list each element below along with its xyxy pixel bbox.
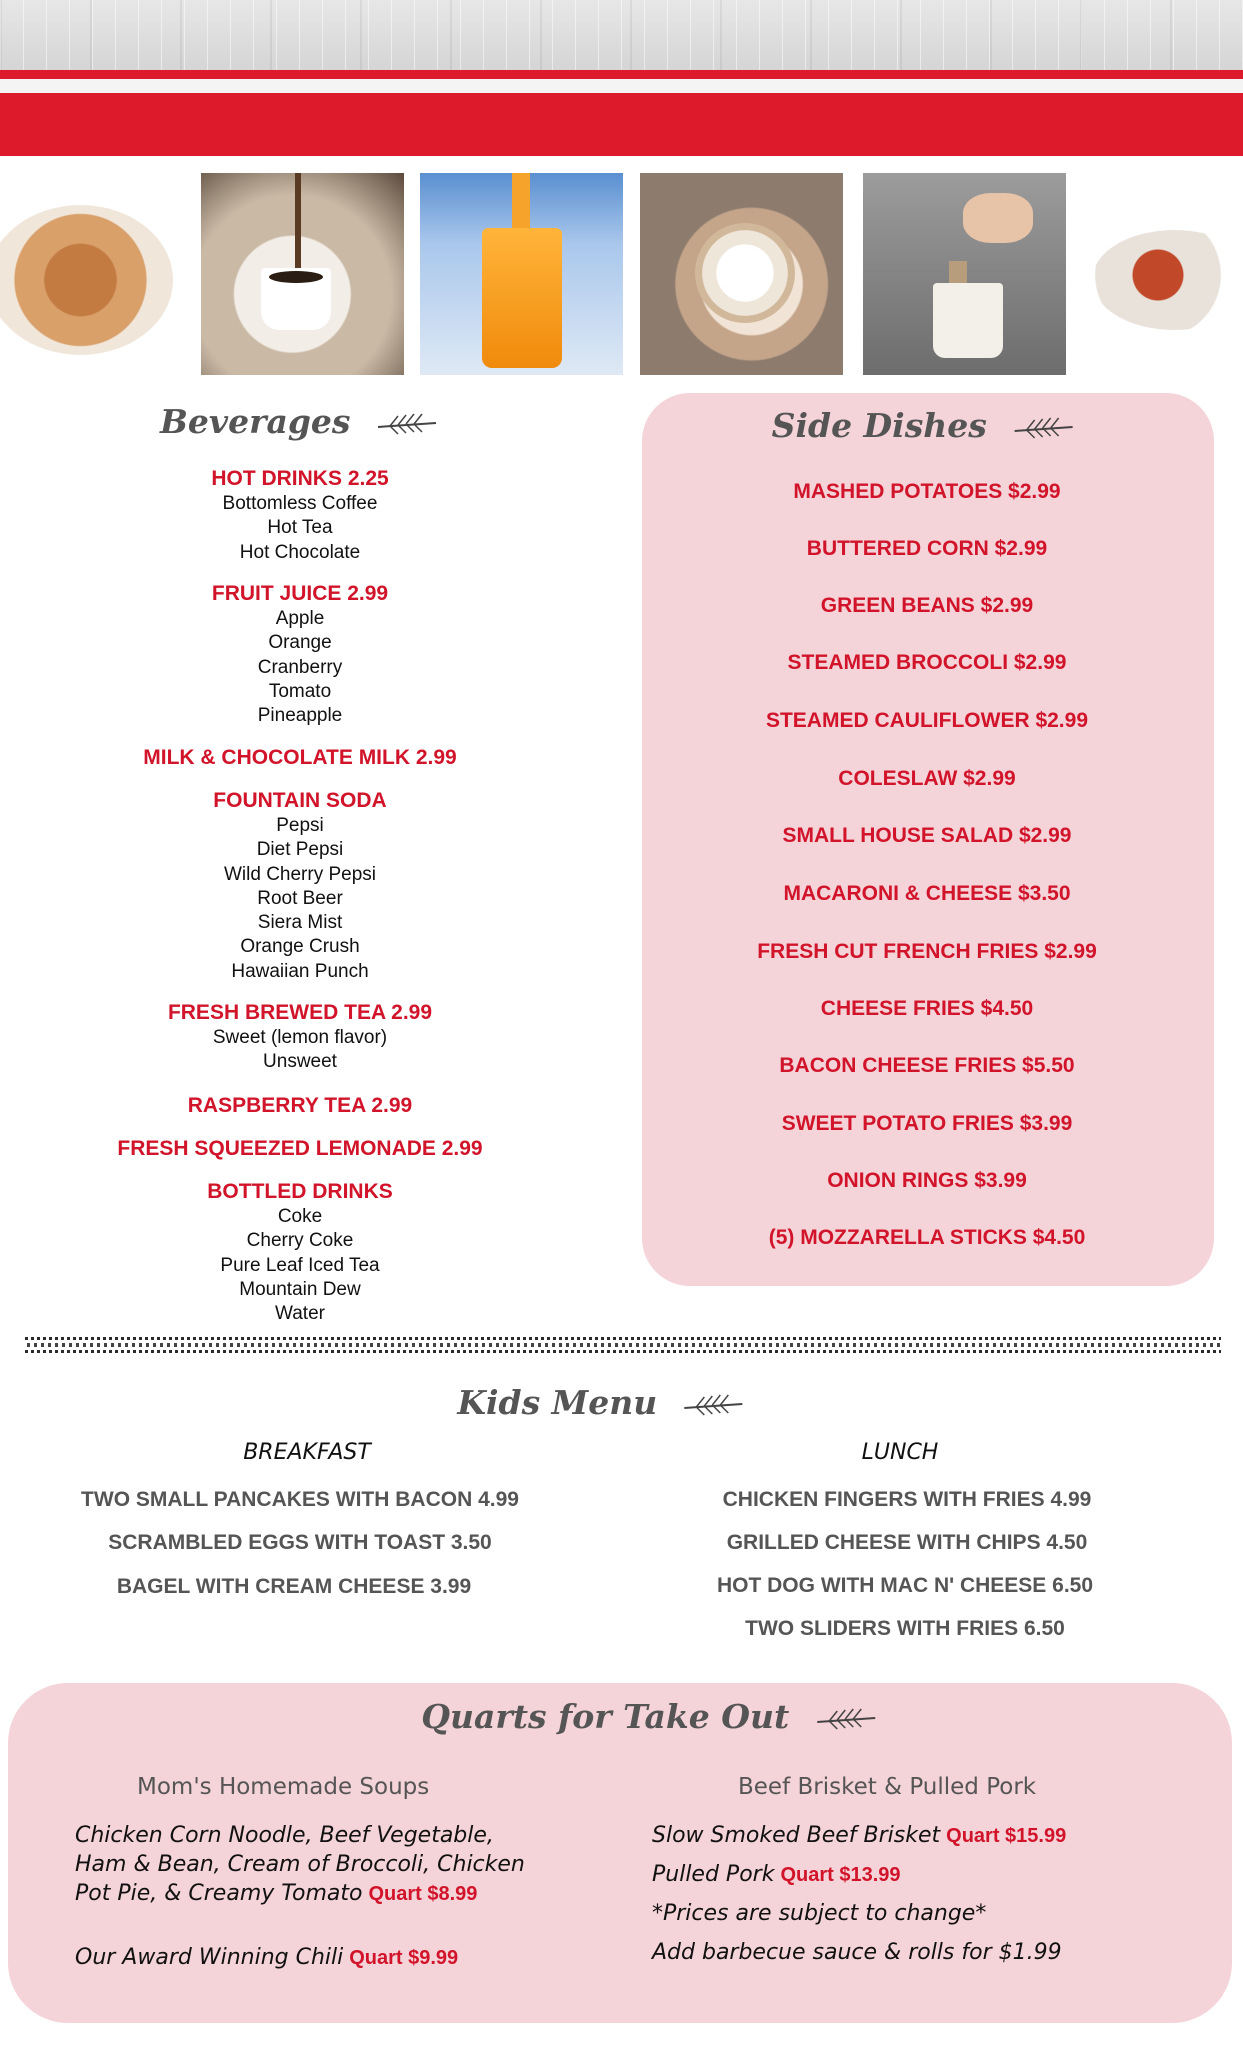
soups-quart-price: Quart $8.99: [368, 1883, 478, 1905]
photo-coffee-cup: [201, 173, 404, 375]
side-dish-item: SMALL HOUSE SALAD $2.99: [782, 824, 1072, 847]
beverage-group-title: FRESH SQUEEZED LEMONADE 2.99: [117, 1137, 483, 1160]
side-dish-item: GREEN BEANS $2.99: [820, 594, 1034, 617]
beverage-item: Hot Chocolate: [239, 541, 361, 563]
beverage-item: Pepsi: [276, 815, 324, 836]
side-dish-item: MACARONI & CHEESE $3.50: [783, 882, 1071, 905]
beverages-heading: Beverages: [160, 402, 440, 441]
beverage-item: Tomato: [268, 680, 332, 702]
beverage-group-title: FRUIT JUICE 2.99: [211, 582, 389, 605]
pork-label: Pulled Pork: [652, 1862, 775, 1887]
beverage-item: Unsweet: [263, 1051, 337, 1073]
soups-list-line: Chicken Corn Noodle, Beef Vegetable,: [75, 1823, 494, 1848]
side-dish-item: MASHED POTATOES $2.99: [793, 480, 1061, 503]
beverage-item: Sweet (lemon flavor): [212, 1027, 388, 1048]
side-dish-item: ONION RINGS $3.99: [827, 1169, 1027, 1192]
photo-hot-chocolate: [640, 173, 843, 375]
beverage-group-raspberry-tea: [70, 1093, 530, 1119]
beverage-item: Wild Cherry Pepsi: [223, 863, 377, 885]
chili-line: [75, 1943, 458, 1973]
wood-header-texture: [0, 0, 1243, 70]
beverage-group-title: HOT DRINKS 2.25: [211, 467, 389, 490]
brisket-label: Slow Smoked Beef Brisket: [652, 1823, 941, 1848]
header-white-gap: [0, 79, 1243, 93]
beverage-item: Mountain Dew: [239, 1278, 361, 1300]
sprig-icon: [376, 409, 440, 439]
beverage-group-hot-drinks: [70, 466, 530, 565]
quarts-heading: Quarts for Take Out: [421, 1697, 879, 1736]
side-dish-item: CHEESE FRIES $4.50: [820, 997, 1034, 1020]
beverage-item: Coke: [277, 1206, 323, 1227]
kids-breakfast-item: BAGEL WITH CREAM CHEESE 3.99: [116, 1575, 472, 1598]
beverage-group-lemonade: [70, 1136, 530, 1162]
side-dish-item: STEAMED CAULIFLOWER $2.99: [765, 709, 1089, 732]
beverage-group-title: MILK & CHOCOLATE MILK 2.99: [143, 746, 457, 769]
beverage-item: Siera Mist: [257, 912, 343, 934]
soups-title: Mom's Homemade Soups: [137, 1774, 430, 1800]
kids-breakfast-title: BREAKFAST: [243, 1440, 371, 1465]
beverage-group-title: FOUNTAIN SODA: [213, 789, 387, 812]
beverage-item: Hawaiian Punch: [231, 960, 369, 982]
side-dish-item: BUTTERED CORN $2.99: [806, 537, 1048, 560]
side-dish-item: BACON CHEESE FRIES $5.50: [779, 1054, 1075, 1077]
kids-lunch-title: LUNCH: [861, 1440, 939, 1465]
photo-dessert-plate: [1092, 230, 1243, 330]
chili-label: Our Award Winning Chili: [75, 1945, 344, 1970]
beverage-group-title: RASPBERRY TEA 2.99: [187, 1094, 413, 1117]
side-dish-item: (5) MOZZARELLA STICKS $4.50: [768, 1226, 1086, 1249]
sprig-icon: [1012, 413, 1076, 443]
addon-note: Add barbecue sauce & rolls for $1.99: [652, 1940, 1062, 1965]
bbq-title: Beef Brisket & Pulled Pork: [738, 1774, 1037, 1800]
header-red-band: [0, 93, 1243, 156]
soups-list-line-with-price: [75, 1879, 477, 1909]
beverage-item: Hot Tea: [267, 517, 333, 539]
section-divider: [25, 1337, 1221, 1353]
kids-lunch-item: HOT DOG WITH MAC N' CHEESE 6.50: [716, 1574, 1094, 1597]
beverage-group-title: FRESH BREWED TEA 2.99: [167, 1001, 433, 1024]
kids-menu-heading: Kids Menu: [457, 1383, 746, 1422]
kids-lunch-item: TWO SLIDERS WITH FRIES 6.50: [745, 1617, 1065, 1640]
beverage-item: Diet Pepsi: [256, 839, 344, 861]
beverage-item: Cranberry: [257, 656, 343, 678]
photo-fried-onion-plate: [0, 205, 173, 355]
beverage-item: Pure Leaf Iced Tea: [220, 1254, 380, 1276]
sprig-icon: [683, 1390, 747, 1420]
brisket-quart-price: Quart $15.99: [946, 1825, 1067, 1847]
beverage-group-fountain-soda: [70, 788, 530, 984]
photo-hot-tea: [863, 173, 1066, 375]
side-dish-item: SWEET POTATO FRIES $3.99: [781, 1112, 1073, 1135]
beverage-group-title: BOTTLED DRINKS: [207, 1180, 393, 1203]
beverage-item: Pineapple: [257, 705, 343, 727]
kids-breakfast-item: SCRAMBLED EGGS WITH TOAST 3.50: [108, 1531, 492, 1554]
beverage-item: Bottomless Coffee: [222, 493, 378, 514]
beverage-item: Cherry Coke: [246, 1230, 354, 1252]
brisket-line: [652, 1821, 1066, 1851]
beverage-group-milk: [70, 745, 530, 771]
beverage-item: Root Beer: [257, 887, 343, 909]
kids-breakfast-item: TWO SMALL PANCAKES WITH BACON 4.99: [81, 1488, 519, 1511]
beverage-group-fruit-juice: [70, 581, 530, 728]
beverage-group-bottled-drinks: [70, 1179, 530, 1326]
beverage-item: Orange: [268, 632, 332, 654]
photo-orange-juice: [420, 173, 623, 375]
side-dish-item: STEAMED BROCCOLI $2.99: [787, 651, 1067, 674]
side-dishes-heading: Side Dishes: [772, 406, 1077, 445]
header-red-stripe: [0, 70, 1243, 79]
chili-quart-price: Quart $9.99: [349, 1947, 459, 1969]
pork-quart-price: Quart $13.99: [780, 1864, 901, 1886]
price-change-note: *Prices are subject to change*: [652, 1901, 987, 1926]
pork-line: [652, 1860, 901, 1890]
kids-lunch-item: GRILLED CHEESE WITH CHIPS 4.50: [726, 1531, 1088, 1554]
side-dish-item: COLESLAW $2.99: [838, 767, 1016, 790]
side-dish-item: FRESH CUT FRENCH FRIES $2.99: [757, 940, 1097, 963]
soups-list-line: Pot Pie, & Creamy Tomato: [75, 1881, 363, 1906]
beverage-item: Apple: [275, 608, 325, 629]
beverage-item: Orange Crush: [240, 936, 360, 958]
beverage-item: Water: [275, 1303, 325, 1325]
kids-lunch-item: CHICKEN FINGERS WITH FRIES 4.99: [722, 1488, 1092, 1511]
soups-list-line: Ham & Bean, Cream of Broccoli, Chicken: [75, 1852, 525, 1877]
sprig-icon: [815, 1704, 879, 1734]
beverage-group-brewed-tea: [70, 1000, 530, 1075]
